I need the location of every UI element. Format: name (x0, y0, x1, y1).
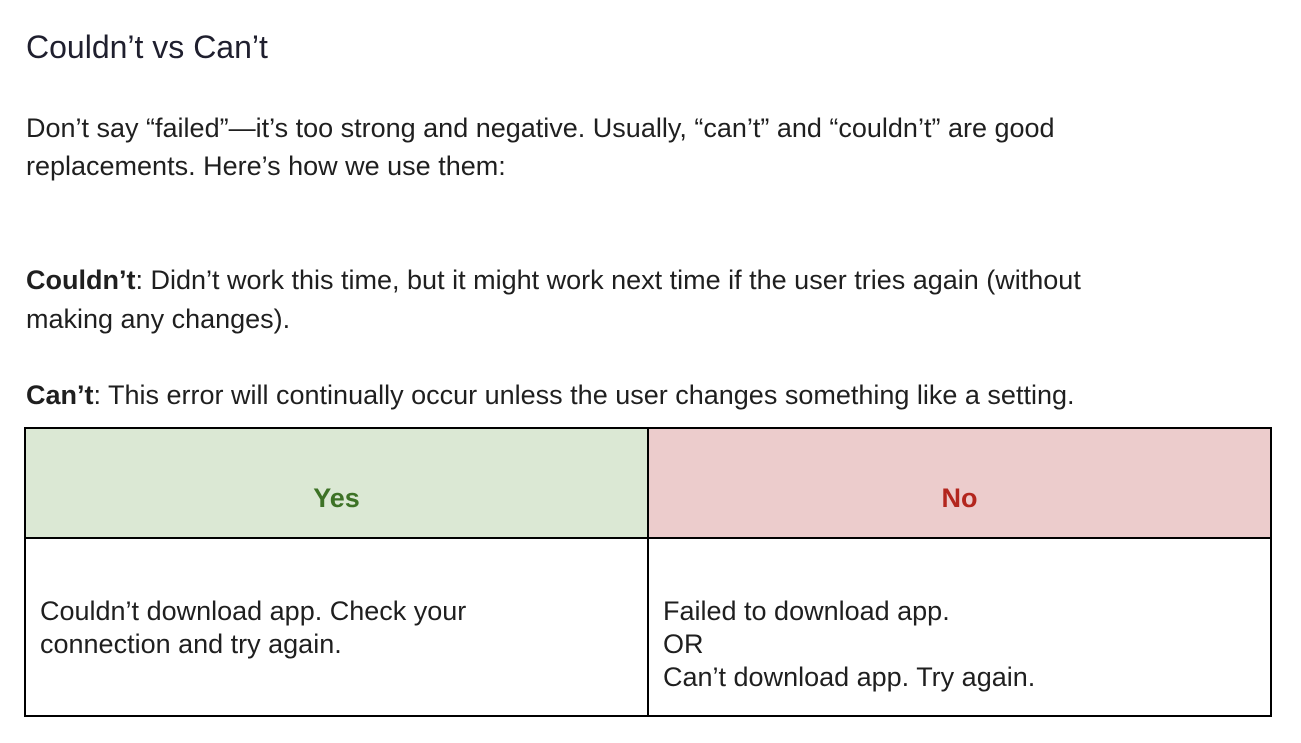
page-title: Couldn’t vs Can’t (26, 29, 268, 65)
couldnt-definition-line-2: making any changes). (26, 304, 291, 334)
no-example-cell (649, 539, 1270, 715)
cant-term: Can’t (26, 380, 94, 410)
couldnt-definition-line-1 (26, 261, 1226, 300)
couldnt-definition (26, 261, 1226, 339)
couldnt-definition-text: : Didn’t work this time, but it might work next time if the user tries again (without (135, 265, 1081, 295)
examples-table (24, 427, 1272, 717)
no-example-line-1: Failed to download app. (663, 596, 950, 626)
intro-line-1: Don’t say “failed”—it’s too strong and negative. Usually, “can’t” and “couldn’t” are good (26, 113, 1055, 143)
no-example-line-2: OR (663, 629, 704, 659)
no-example-line-3: Can’t download app. Try again. (663, 662, 1036, 692)
intro-paragraph (26, 109, 1226, 185)
cant-definition (26, 376, 1226, 415)
cant-definition-text: : This error will continually occur unless the user changes something like a setting. (93, 380, 1075, 410)
yes-example-cell (26, 539, 649, 715)
intro-line-2: replacements. Here’s how we use them: (26, 151, 506, 181)
yes-example-line-1: Couldn’t download app. Check your (40, 596, 467, 626)
couldnt-term: Couldn’t (26, 265, 136, 295)
yes-example-line-2: connection and try again. (40, 629, 342, 659)
yes-header: Yes (26, 429, 649, 539)
no-header: No (649, 429, 1270, 539)
